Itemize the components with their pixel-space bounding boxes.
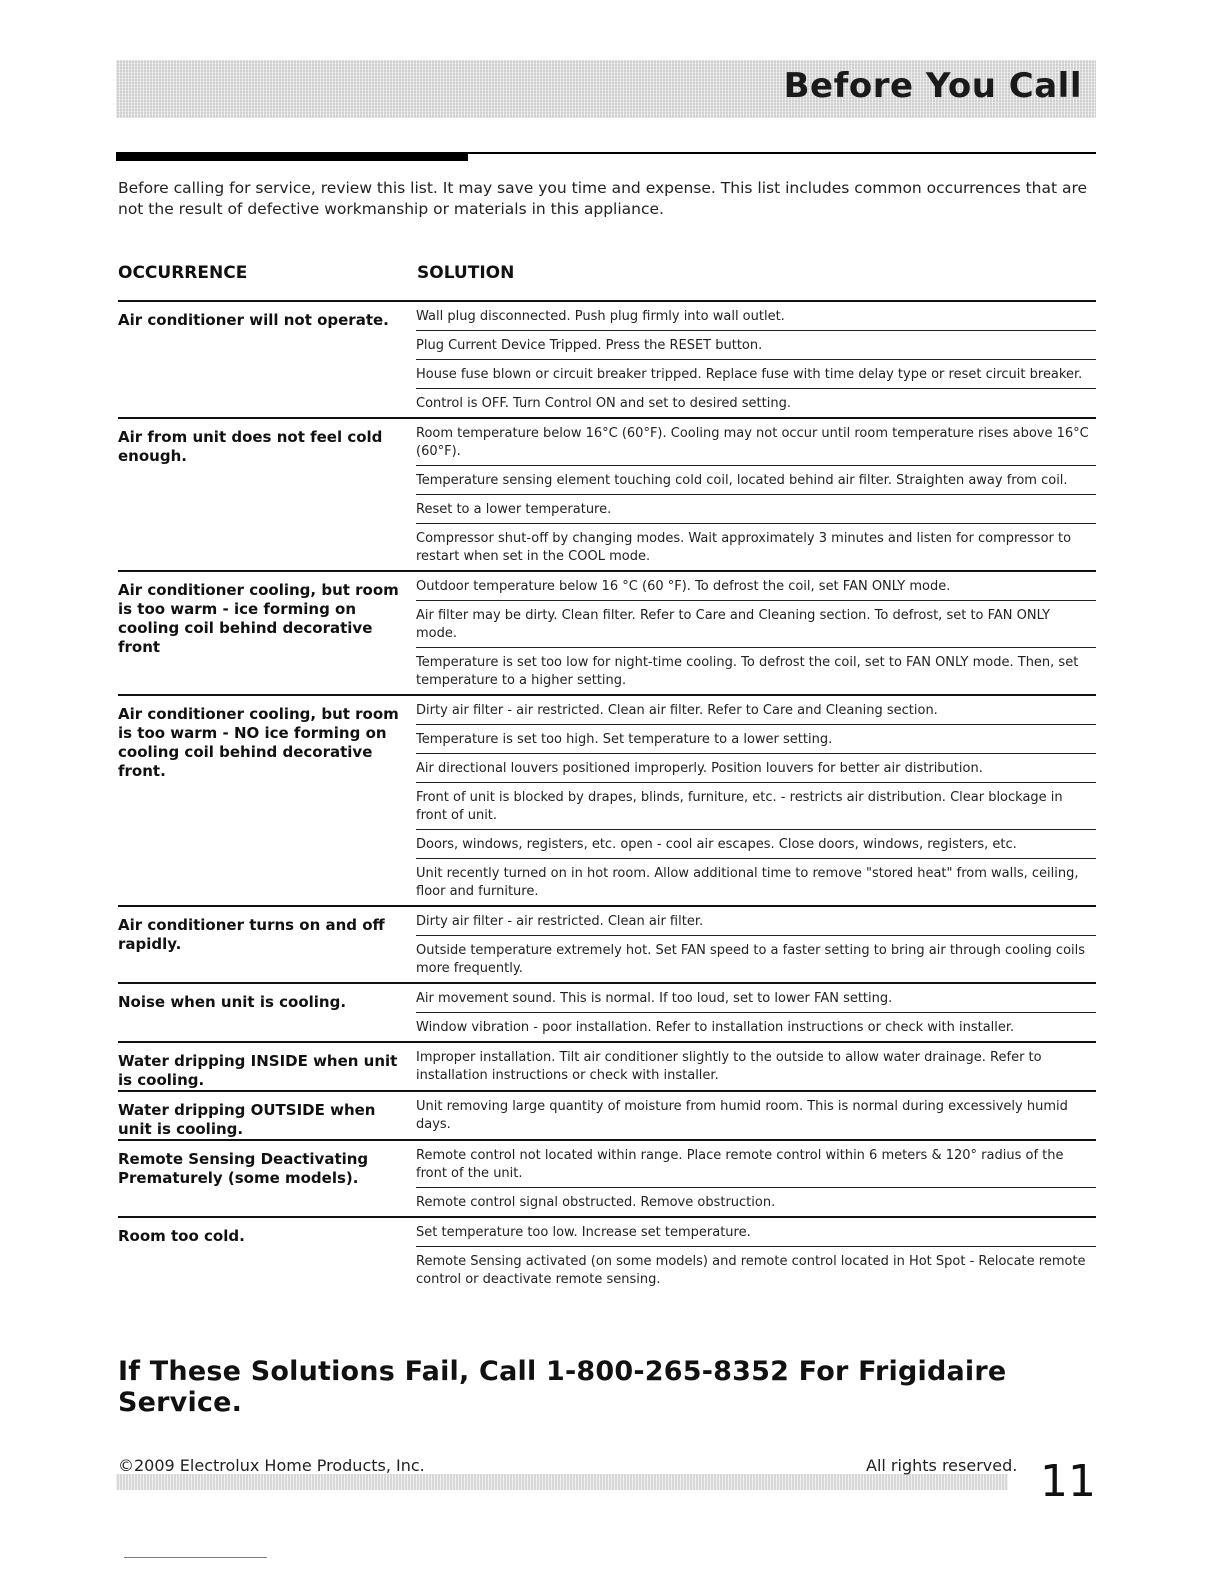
solution-list	[416, 984, 1096, 1041]
page-number: 11	[1040, 1456, 1096, 1507]
solution-item: Remote control not located within range. Place remote control within 6 meters & 120° radius of the front of the unit.	[416, 1148, 1064, 1181]
solution-list	[416, 696, 1096, 905]
solution-list	[416, 302, 1096, 417]
solution-item: House fuse blown or circuit breaker tripped. Replace fuse with time delay type or reset circuit breaker.	[416, 359, 1096, 388]
solution-item: Doors, windows, registers, etc. open - cool air escapes. Close doors, windows, registers, etc.	[416, 829, 1096, 858]
solution-item: Room temperature below 16°C (60°F). Cooling may not occur until room temperature rises above 16°C (60°F).	[416, 426, 1089, 459]
footer-copyright: ©2009 Electrolux Home Products, Inc.	[118, 1456, 425, 1475]
solution-list	[416, 1043, 1096, 1090]
table-row	[118, 1216, 1096, 1293]
footer-rights: All rights reserved.	[866, 1456, 1018, 1475]
occurrence-cell: Water dripping INSIDE when unit is cooling.	[118, 1052, 398, 1089]
solution-item: Temperature sensing element touching cold coil, located behind air filter. Straighten away from coil.	[416, 465, 1096, 494]
occurrence-cell: Air conditioner cooling, but room is too warm - ice forming on cooling coil behind decorative front	[118, 581, 399, 656]
occurrence-cell: Air conditioner turns on and off rapidly.	[118, 916, 385, 953]
table-row	[118, 1041, 1096, 1090]
table-row	[118, 694, 1096, 905]
occurrence-cell: Air conditioner will not operate.	[118, 311, 389, 329]
solution-item: Remote Sensing activated (on some models) and remote control located in Hot Spot - Relocate remote control or deactivate remote sensing.	[416, 1246, 1096, 1293]
solution-list	[416, 1218, 1096, 1293]
solution-item: Outside temperature extremely hot. Set FAN speed to a faster setting to bring air through cooling coils more frequently.	[416, 935, 1096, 982]
page-title: Before You Call	[783, 66, 1082, 106]
solution-item: Air directional louvers positioned improperly. Position louvers for better air distribution.	[416, 753, 1096, 782]
solution-item: Dirty air filter - air restricted. Clean air filter. Refer to Care and Cleaning section.	[416, 703, 938, 718]
occurrence-cell: Room too cold.	[118, 1227, 245, 1245]
solution-item: Wall plug disconnected. Push plug firmly into wall outlet.	[416, 309, 785, 324]
column-header-solution: SOLUTION	[417, 263, 515, 283]
solution-item: Unit removing large quantity of moisture from humid room. This is normal during excessively humid days.	[416, 1099, 1068, 1132]
header-rule-accent	[116, 152, 468, 161]
solution-item: Temperature is set too low for night-time cooling. To defrost the coil, set to FAN ONLY mode. Then, set temperature to a higher setting.	[416, 647, 1096, 694]
occurrence-cell: Remote Sensing Deactivating Prematurely (some models).	[118, 1150, 369, 1187]
table-row	[118, 417, 1096, 570]
solution-item: Dirty air filter - air restricted. Clean air filter.	[416, 914, 704, 929]
occurrence-cell: Air from unit does not feel cold enough.	[118, 428, 383, 465]
solution-item: Unit recently turned on in hot room. Allow additional time to remove "stored heat" from walls, ceiling, floor and furniture.	[416, 858, 1096, 905]
occurrence-cell: Water dripping OUTSIDE when unit is cooling.	[118, 1101, 376, 1138]
solution-list	[416, 419, 1096, 570]
solution-item: Air filter may be dirty. Clean filter. Refer to Care and Cleaning section. To defrost, set to FAN ONLY mode.	[416, 600, 1096, 647]
solution-item: Air movement sound. This is normal. If too loud, set to lower FAN setting.	[416, 991, 893, 1006]
solution-item: Set temperature too low. Increase set temperature.	[416, 1225, 751, 1240]
link-underline	[124, 1557, 267, 1558]
solution-item: Reset to a lower temperature.	[416, 494, 1096, 523]
solution-item: Window vibration - poor installation. Refer to installation instructions or check with installer.	[416, 1012, 1096, 1041]
troubleshooting-table	[118, 300, 1096, 1293]
solution-item: Temperature is set too high. Set temperature to a lower setting.	[416, 724, 1096, 753]
solution-list	[416, 572, 1096, 694]
solution-item: Remote control signal obstructed. Remove obstruction.	[416, 1187, 1096, 1216]
service-call-banner: If These Solutions Fail, Call 1-800-265-8352 For Frigidaire Service.	[118, 1356, 1007, 1418]
occurrence-cell: Air conditioner cooling, but room is too warm - NO ice forming on cooling coil behind decorative front.	[118, 705, 399, 780]
solution-item: Improper installation. Tilt air conditioner slightly to the outside to allow water drainage. Refer to installation instructions or check with installer.	[416, 1050, 1042, 1083]
footer-bar	[116, 1474, 1008, 1490]
table-row	[118, 1090, 1096, 1139]
intro-text: Before calling for service, review this list. It may save you time and expense. This list includes common occurrences that are not the result of defective workmanship or materials in this appliance.	[118, 179, 1088, 218]
header-banner	[116, 60, 1096, 118]
solution-list	[416, 1141, 1096, 1216]
table-row	[118, 982, 1096, 1041]
table-row	[118, 1139, 1096, 1216]
solution-list	[416, 1092, 1096, 1139]
solution-list	[416, 907, 1096, 982]
occurrence-cell: Noise when unit is cooling.	[118, 993, 347, 1011]
solution-item: Plug Current Device Tripped. Press the RESET button.	[416, 330, 1096, 359]
solution-item: Compressor shut-off by changing modes. Wait approximately 3 minutes and listen for compressor to restart when set in the COOL mode.	[416, 523, 1096, 570]
table-row	[118, 300, 1096, 417]
table-row	[118, 905, 1096, 982]
column-header-occurrence: OCCURRENCE	[118, 263, 248, 283]
solution-item: Front of unit is blocked by drapes, blinds, furniture, etc. - restricts air distribution. Clear blockage in front of unit.	[416, 782, 1096, 829]
solution-item: Control is OFF. Turn Control ON and set to desired setting.	[416, 388, 1096, 417]
table-row	[118, 570, 1096, 694]
solution-item: Outdoor temperature below 16 °C (60 °F). To defrost the coil, set FAN ONLY mode.	[416, 579, 951, 594]
